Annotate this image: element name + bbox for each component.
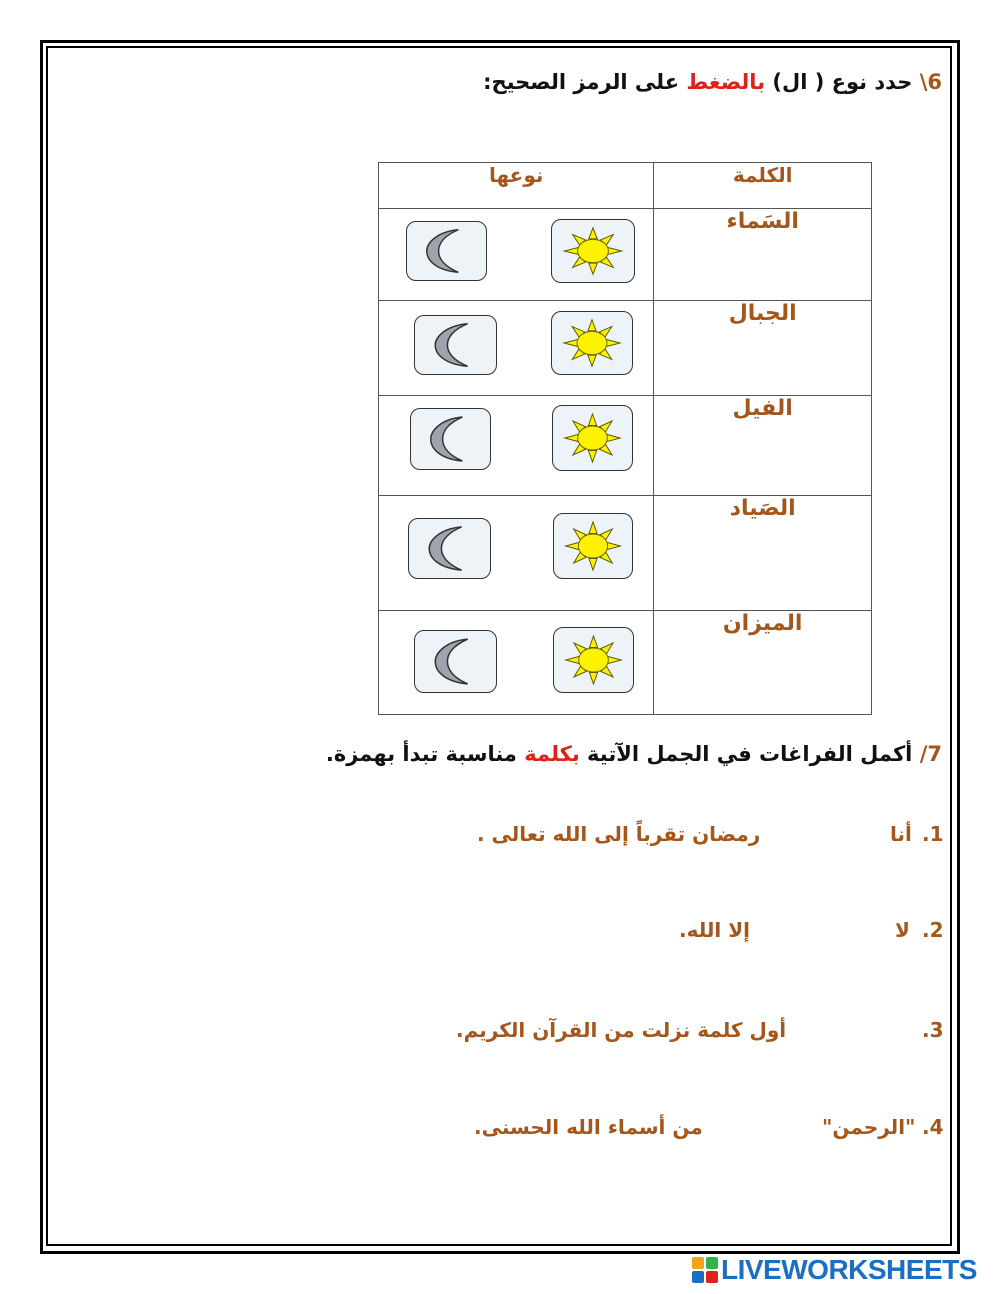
sun-icon xyxy=(554,628,633,692)
crescent-moon-icon xyxy=(415,631,496,692)
sun-icon xyxy=(554,514,632,578)
question-6-heading xyxy=(483,70,942,94)
sun-option-button[interactable] xyxy=(553,627,634,693)
sun-option-button[interactable] xyxy=(551,219,635,283)
table-word: الصَياد xyxy=(654,496,872,611)
question-6-text-before: حدد نوع ( ال) xyxy=(765,70,920,94)
item-4-number: 4. xyxy=(922,1115,944,1139)
table-row xyxy=(379,209,872,301)
crescent-moon-icon xyxy=(409,519,490,578)
question-7-number: 7/ xyxy=(919,742,942,766)
header-type: نوعها xyxy=(379,163,654,209)
word-type-table xyxy=(378,162,872,715)
item-3-second: أول كلمة نزلت من القرآن الكريم. xyxy=(456,1018,787,1042)
liveworksheets-logo xyxy=(692,1255,977,1285)
item-2-number: 2. xyxy=(922,918,944,942)
item-4-first: "الرحمن" xyxy=(822,1115,916,1139)
table-word: السَماء xyxy=(654,209,872,301)
question-7-highlight: بكلمة xyxy=(524,742,580,766)
type-options-cell xyxy=(379,209,654,301)
table-row xyxy=(379,496,872,611)
moon-option-button[interactable] xyxy=(414,315,497,375)
question-6-number: 6\ xyxy=(919,70,942,94)
question-6-highlight: بالضغط xyxy=(686,70,766,94)
table-word: الفيل xyxy=(654,396,872,496)
sun-option-button[interactable] xyxy=(552,405,633,471)
item-2-second: إلا الله. xyxy=(679,918,750,942)
table-row xyxy=(379,301,872,396)
crescent-moon-icon xyxy=(411,409,490,469)
type-options-cell xyxy=(379,496,654,611)
crescent-moon-icon xyxy=(415,316,496,374)
question-7-heading xyxy=(326,742,942,766)
crescent-moon-icon xyxy=(407,222,486,280)
sun-option-button[interactable] xyxy=(553,513,633,579)
table-row xyxy=(379,396,872,496)
item-1-number: 1. xyxy=(922,822,944,846)
table-word: الميزان xyxy=(654,611,872,715)
header-word: الكلمة xyxy=(654,163,872,209)
item-2-first: لا xyxy=(895,918,910,942)
type-options-cell xyxy=(379,611,654,715)
type-options-cell xyxy=(379,396,654,496)
table-word: الجبال xyxy=(654,301,872,396)
logo-blocks-icon xyxy=(692,1257,718,1283)
question-7-text-after: مناسبة تبدأ بهمزة. xyxy=(325,742,525,766)
sun-icon xyxy=(552,312,632,374)
table-row xyxy=(379,611,872,715)
item-1-second: رمضان تقرباً إلى الله تعالى . xyxy=(477,822,761,846)
table-header-row xyxy=(379,163,872,209)
sun-option-button[interactable] xyxy=(551,311,633,375)
item-3-number: 3. xyxy=(922,1018,944,1042)
moon-option-button[interactable] xyxy=(408,518,491,579)
logo-text: LIVEWORKSHEETS xyxy=(721,1254,977,1285)
item-4-second: من أسماء الله الحسنى. xyxy=(474,1115,703,1139)
sun-icon xyxy=(552,220,634,282)
sun-icon xyxy=(553,406,632,470)
question-7-text-before: أكمل الفراغات في الجمل الآتية xyxy=(579,742,920,766)
question-6-text-after: على الرمز الصحيح: xyxy=(483,70,687,94)
item-1-first: أنا xyxy=(890,822,912,846)
moon-option-button[interactable] xyxy=(414,630,497,693)
type-options-cell xyxy=(379,301,654,396)
moon-option-button[interactable] xyxy=(410,408,491,470)
moon-option-button[interactable] xyxy=(406,221,487,281)
